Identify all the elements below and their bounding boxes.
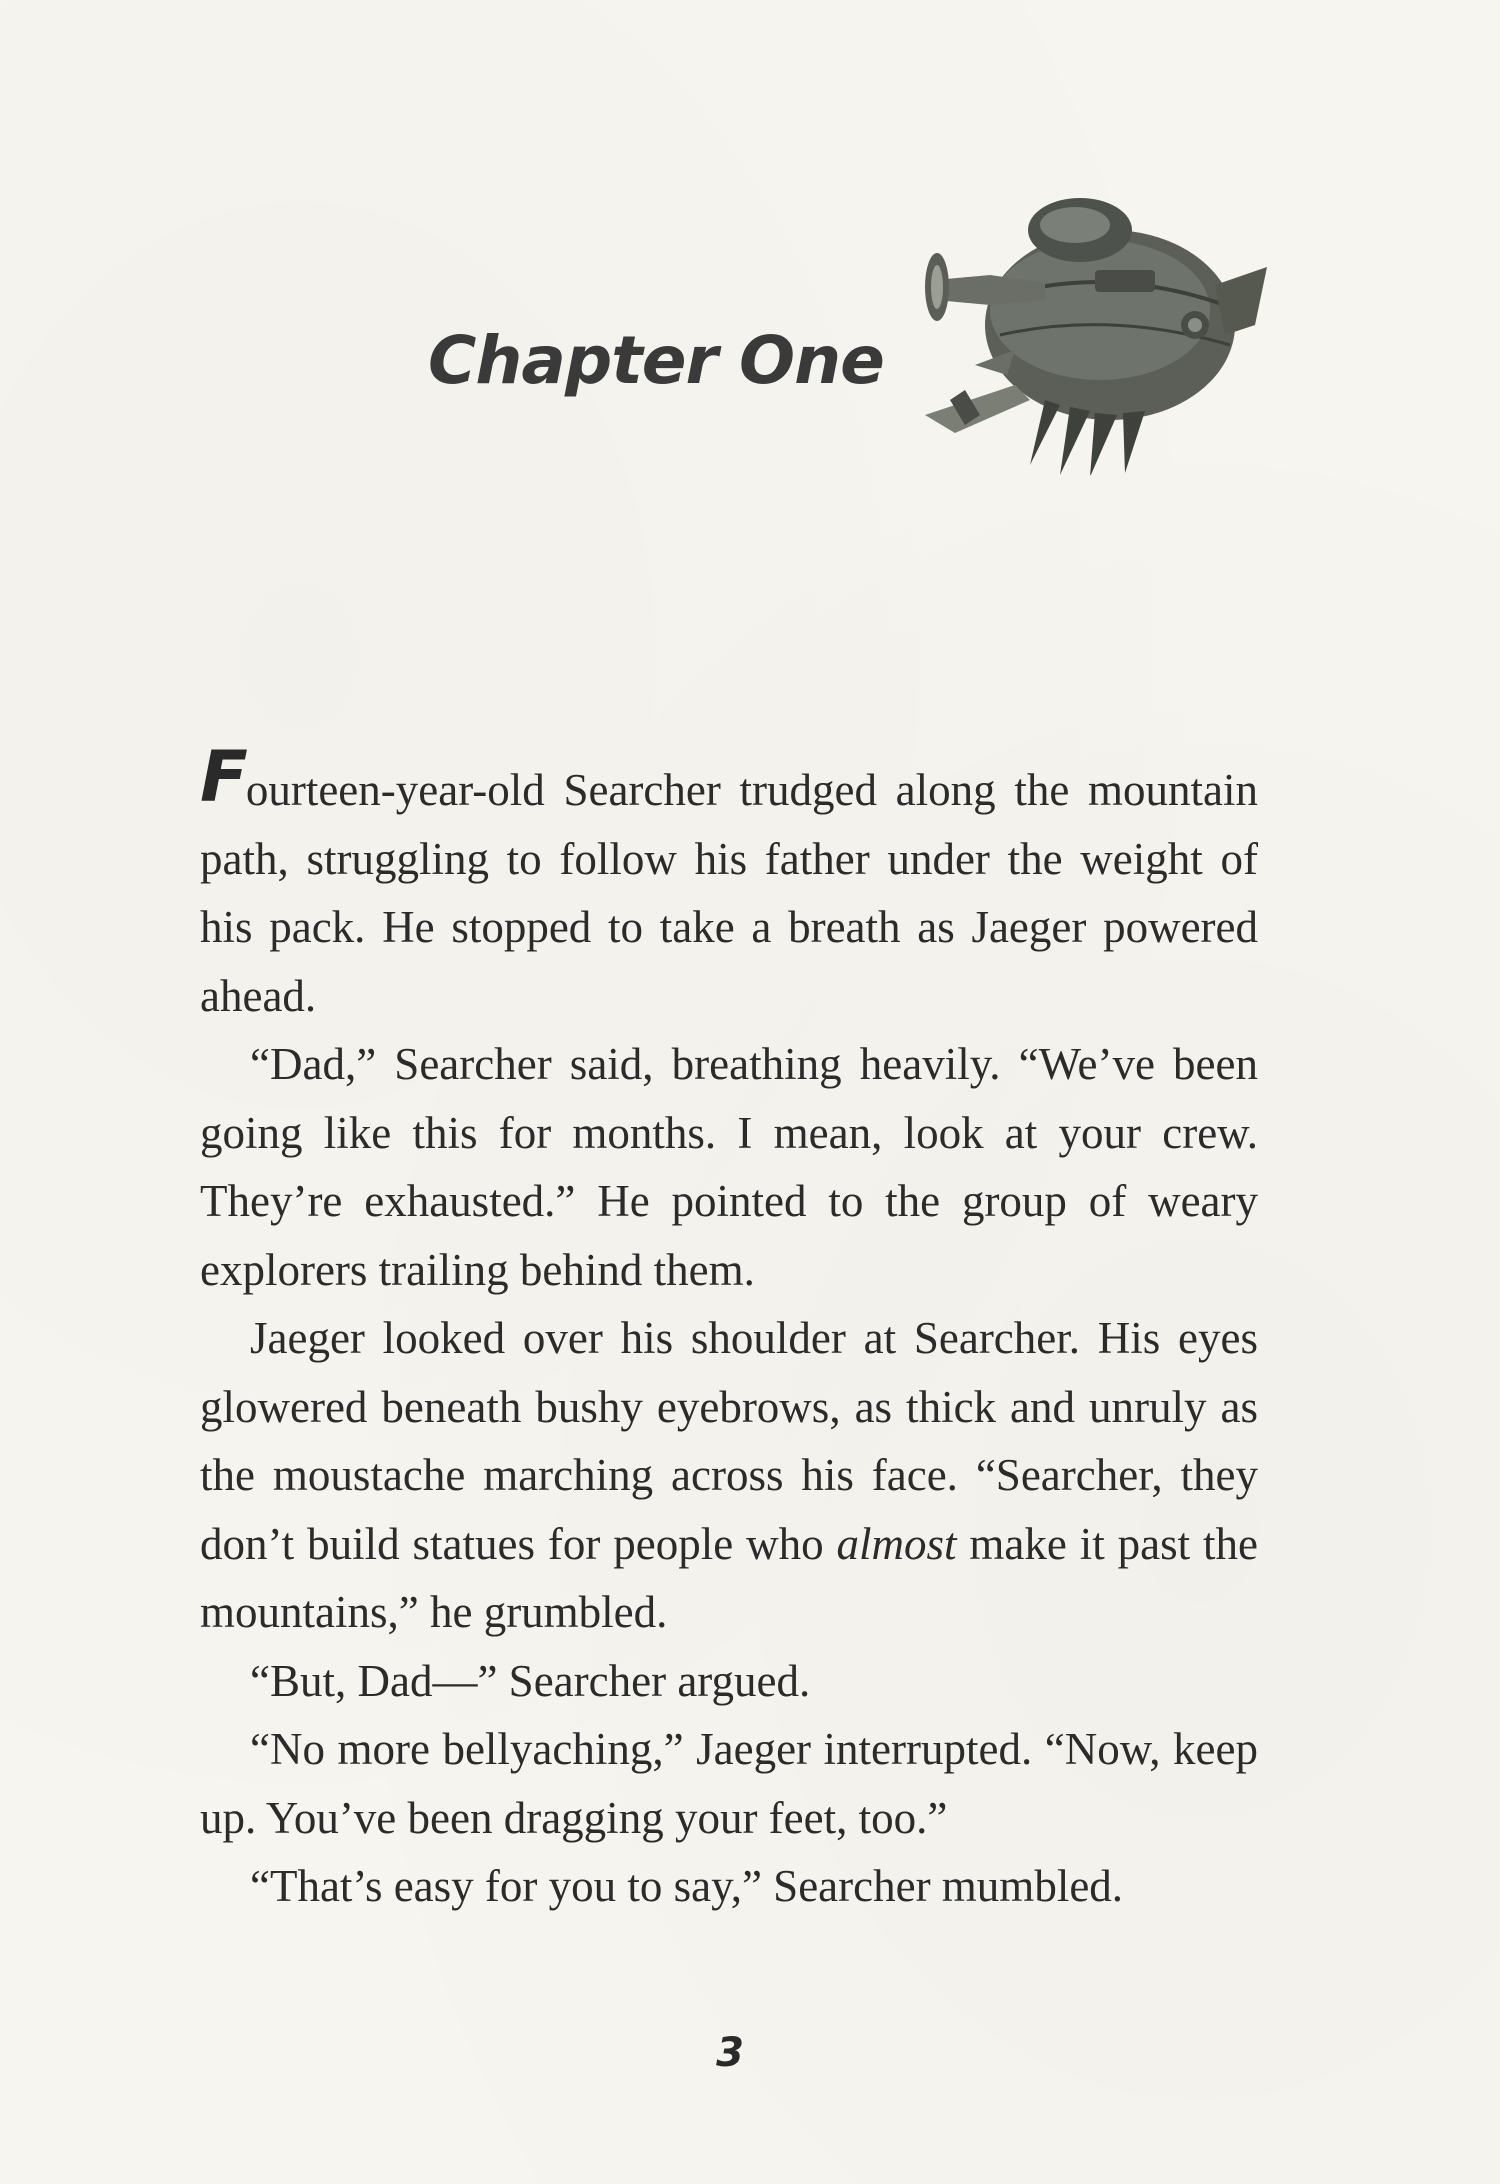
paragraph-text: ourteen-year-old Searcher trudged along the mountain path, struggling to follow his father under the weight of his pack. He stopped to take a breath as Jaeger powered ahead. [200,765,1258,1021]
paragraph: “No more bellyaching,” Jaeger interrupted. “Now, keep up. You’ve been dragging your feet, too.” [200,1724,1258,1843]
chapter-title: Chapter One [428,322,884,399]
chapter-text [200,736,1258,1921]
paragraph [200,736,1258,1030]
paragraph [200,1304,1258,1647]
paragraph: “Dad,” Searcher said, breathing heavily. “We’ve been going like this for months. I mean, look at your crew. They’re exhausted.” He pointed to the group of weary explorers trailing behind them. [200,1039,1258,1295]
paragraph: “That’s easy for you to say,” Searcher mumbled. [250,1861,1124,1911]
paragraph-text: make it past the mountains,” he grumbled. [200,1518,1258,1637]
page-number: 3 [716,2030,744,2076]
drop-cap: F [200,736,248,818]
airship-icon [895,175,1275,475]
paragraph-text: Jaeger looked over his shoulder at Searcher. His eyes glowered beneath bushy eyebrows, as thick and unruly as the moustache marching across his face. “Searcher, they don’t build statues for people who [200,1313,1258,1569]
emphasized-word: almost [836,1518,957,1569]
paragraph: “But, Dad—” Searcher argued. [250,1655,811,1706]
